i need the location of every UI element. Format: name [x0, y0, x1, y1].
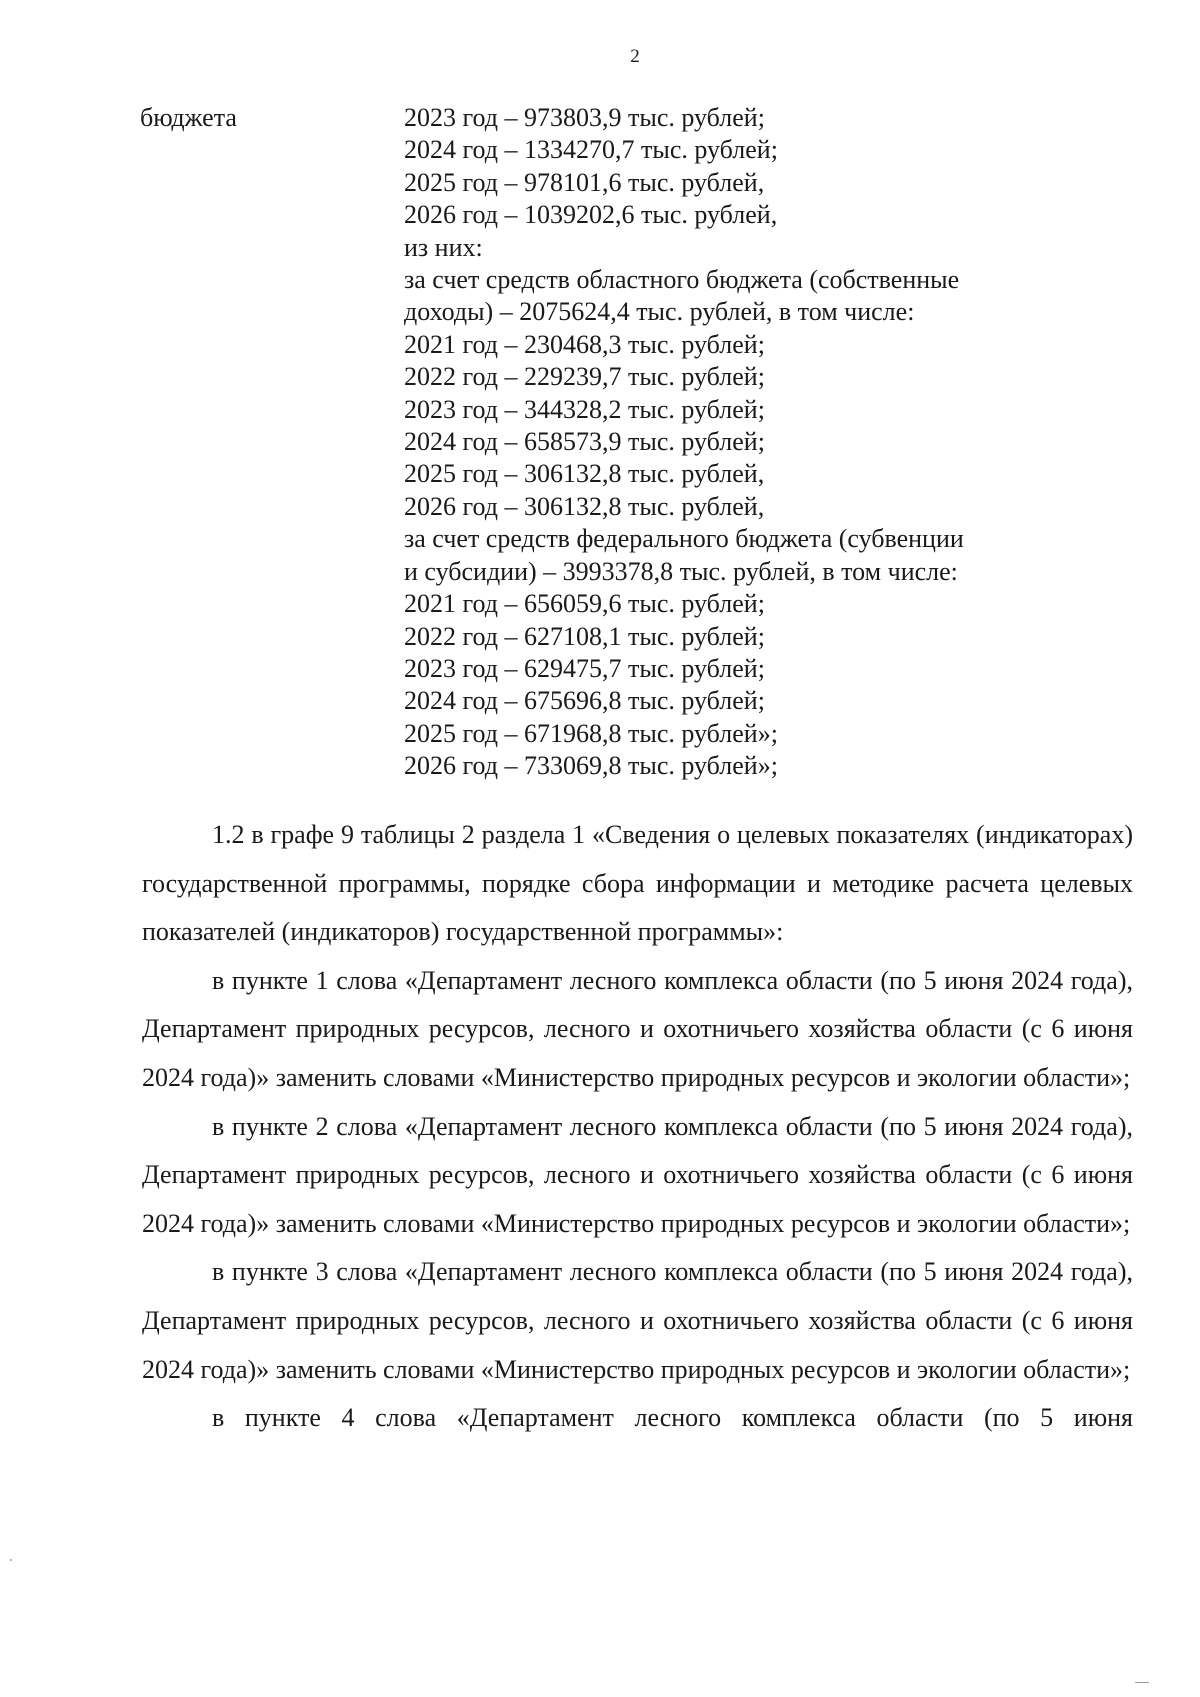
budget-line: из них:	[404, 232, 483, 262]
budget-line: 2025 год – 306132,8 тыс. рублей,	[404, 459, 765, 489]
left-column-label: бюджета	[140, 103, 237, 132]
budget-line: 2024 год – 1334270,7 тыс. рублей;	[404, 135, 778, 165]
budget-line: 2024 год – 658573,9 тыс. рублей;	[404, 427, 765, 457]
budget-line: 2025 год – 978101,6 тыс. рублей,	[404, 167, 765, 197]
scan-speck	[1135, 1682, 1149, 1683]
scan-speck	[10, 1559, 12, 1561]
budget-line: 2021 год – 656059,6 тыс. рублей;	[404, 589, 765, 619]
budget-line: 2026 год – 733069,8 тыс. рублей»;	[404, 751, 778, 781]
budget-line: 2024 год – 675696,8 тыс. рублей;	[404, 686, 765, 716]
budget-line: 2022 год – 627108,1 тыс. рублей;	[404, 621, 765, 651]
page-number: 2	[630, 46, 640, 67]
budget-line: за счет средств федерального бюджета (субвенции	[404, 524, 964, 554]
budget-line: и субсидии) – 3993378,8 тыс. рублей, в том числе:	[404, 556, 958, 586]
amendment-text	[142, 811, 1133, 1443]
budget-line: 2026 год – 1039202,6 тыс. рублей,	[404, 200, 778, 230]
budget-line: 2025 год – 671968,8 тыс. рублей»;	[404, 718, 778, 748]
budget-financing-list	[404, 102, 1104, 783]
paragraph-item-2: в пункте 2 слова «Департамент лесного комплекса области (по 5 июня 2024 года), Департамент природных ресурсов, лесного и охотничьего хозяйства области (с 6 июня 2024 года)» заменить словами «Министерство природных ресурсов и экологии области»;	[142, 1111, 1133, 1238]
paragraph-item-3: в пункте 3 слова «Департамент лесного комплекса области (по 5 июня 2024 года), Департамент природных ресурсов, лесного и охотничьего хозяйства области (с 6 июня 2024 года)» заменить словами «Министерство природных ресурсов и экологии области»;	[142, 1257, 1133, 1384]
budget-line: 2023 год – 344328,2 тыс. рублей;	[404, 394, 765, 424]
paragraph-item-4: в пункте 4 слова «Департамент лесного комплекса области (по 5 июня	[212, 1403, 1133, 1433]
budget-line: 2023 год – 973803,9 тыс. рублей;	[404, 103, 765, 132]
budget-line: 2022 год – 229239,7 тыс. рублей;	[404, 362, 765, 392]
budget-line: за счет средств областного бюджета (собственные	[404, 265, 960, 295]
paragraph-item-1: в пункте 1 слова «Департамент лесного комплекса области (по 5 июня 2024 года), Департамент природных ресурсов, лесного и охотничьего хозяйства области (с 6 июня 2024 года)» заменить словами «Министерство природных ресурсов и экологии области»;	[142, 965, 1133, 1092]
budget-line: доходы) – 2075624,4 тыс. рублей, в том числе:	[404, 297, 915, 327]
budget-line: 2026 год – 306132,8 тыс. рублей,	[404, 491, 765, 521]
budget-line: 2021 год – 230468,3 тыс. рублей;	[404, 329, 765, 359]
paragraph-section-1-2: 1.2 в графе 9 таблицы 2 раздела 1 «Сведения о целевых показателях (индикаторах) государственной программы, порядке сбора информации и методике расчета целевых показателей (индикаторов) государственной программы»:	[142, 820, 1133, 947]
budget-line: 2023 год – 629475,7 тыс. рублей;	[404, 653, 765, 683]
